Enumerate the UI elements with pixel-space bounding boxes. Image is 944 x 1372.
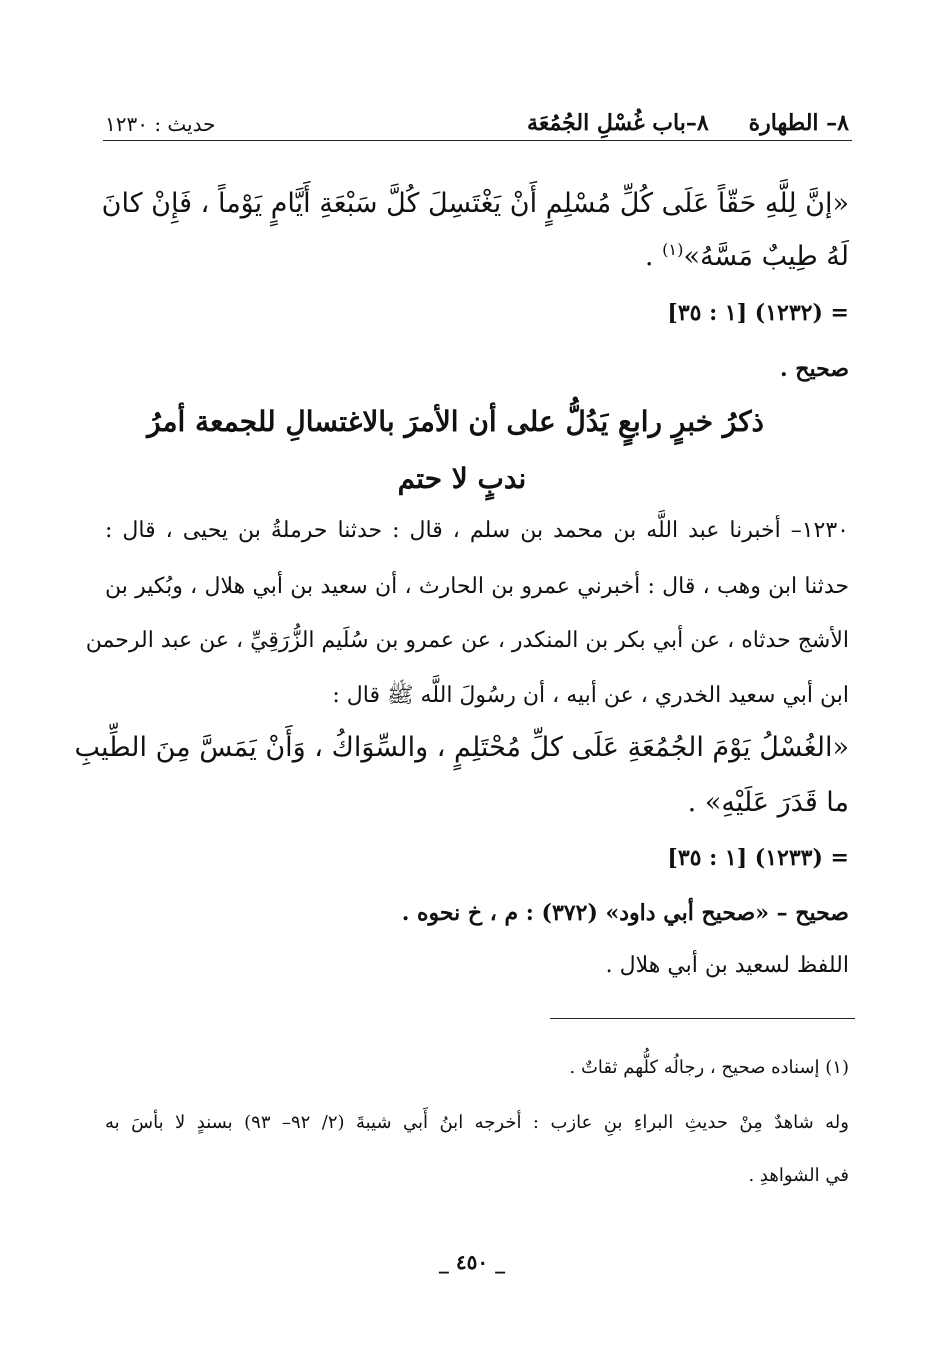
chapter-heading-line-2: ندبٍ لا حتم — [397, 462, 527, 495]
footnote-2-line-1: وله شاهدٌ مِنْ حديثِ البراءِ بنِ عازب : أخرجه ابنُ أَبي شيبةَ (٢/ ٩٢– ٩٣) بسندٍ لا بأسَ به — [105, 1112, 849, 1133]
footnote-2-line-2: في الشواهدِ . — [748, 1165, 849, 1186]
reference-1: = (١٢٣٢) [١ : ٣٥] — [667, 300, 849, 326]
page-number: _ ٤٥٠ _ — [438, 1250, 506, 1274]
section-label: ٨–باب غُسْلِ الجُمُعَة — [527, 110, 709, 136]
quote-line-2-text: لَهُ طِيبٌ مَسَّهُ» — [683, 241, 849, 272]
chapter-title — [527, 110, 849, 136]
hadith-line-1: ١٢٣٠– أخبرنا عبد اللَّه بن محمد بن سلم ، قال : حدثنا حرملةُ بن يحيى ، قال : — [105, 518, 849, 543]
wording-note: اللفظ لسعيد بن أبي هلال . — [605, 953, 849, 978]
header-rule — [103, 140, 852, 141]
chapter-heading-line-1: ذكرُ خبرٍ رابعٍ يَدُلُّ على أن الأمرَ بالاغتسالِ للجمعة أمرُ — [147, 405, 764, 438]
hadith-line-2: حدثنا ابن وهب ، قال : أخبرني عمرو بن الحارث ، أن سعيد بن أبي هلال ، وبُكير بن — [105, 574, 849, 599]
hadith-quote-line-2: ما قَدَرَ عَلَيْهِ» . — [687, 787, 849, 818]
running-header — [105, 100, 849, 136]
footnote-marker: (١) — [662, 240, 684, 259]
quote-line-2 — [105, 242, 849, 270]
chapter-label: ٨– الطهارة — [748, 110, 849, 136]
quote-line-2-end: . — [644, 241, 663, 272]
footnote-rule — [550, 1018, 855, 1019]
hadith-quote-line-1: «الغُسْلُ يَوْمَ الجُمُعَةِ عَلَى كلِّ مُحْتَلِمٍ ، والسِّوَاكُ ، وَأَنْ يَمَسَّ مِنَ الطِّيبِ — [74, 732, 849, 763]
hadith-line-3: الأشج حدثاه ، عن أبي بكر بن المنكدر ، عن عمرو بن سُلَيم الزُّرَقِيِّ ، عن عبد الرحمن — [85, 628, 849, 653]
hadith-reference: حديث : ١٢٣٠ — [105, 112, 216, 136]
grade-2: صحيح – «صحيح أبي داود» (٣٧٢) : م ، خ نحوه . — [401, 900, 849, 926]
hadith-line-4: ابن أبي سعيد الخدري ، عن أبيه ، أن رسُولَ اللَّه ﷺ قال : — [332, 683, 849, 708]
quote-line-1: «إنَّ لِلَّهِ حَقّاً عَلَى كُلِّ مُسْلِمٍ أَنْ يَغْتَسِلَ كُلَّ سَبْعَةِ أَيَّامٍ يَوْماً ، فَإِنْ كانَ — [101, 188, 849, 219]
grade-1: صحيح . — [779, 356, 849, 382]
footnote-1: (١) إسناده صحيح ، رجالُه كلُّهم ثقاتٌ . — [569, 1057, 849, 1078]
reference-2: = (١٢٣٣) [١ : ٣٥] — [667, 845, 849, 871]
